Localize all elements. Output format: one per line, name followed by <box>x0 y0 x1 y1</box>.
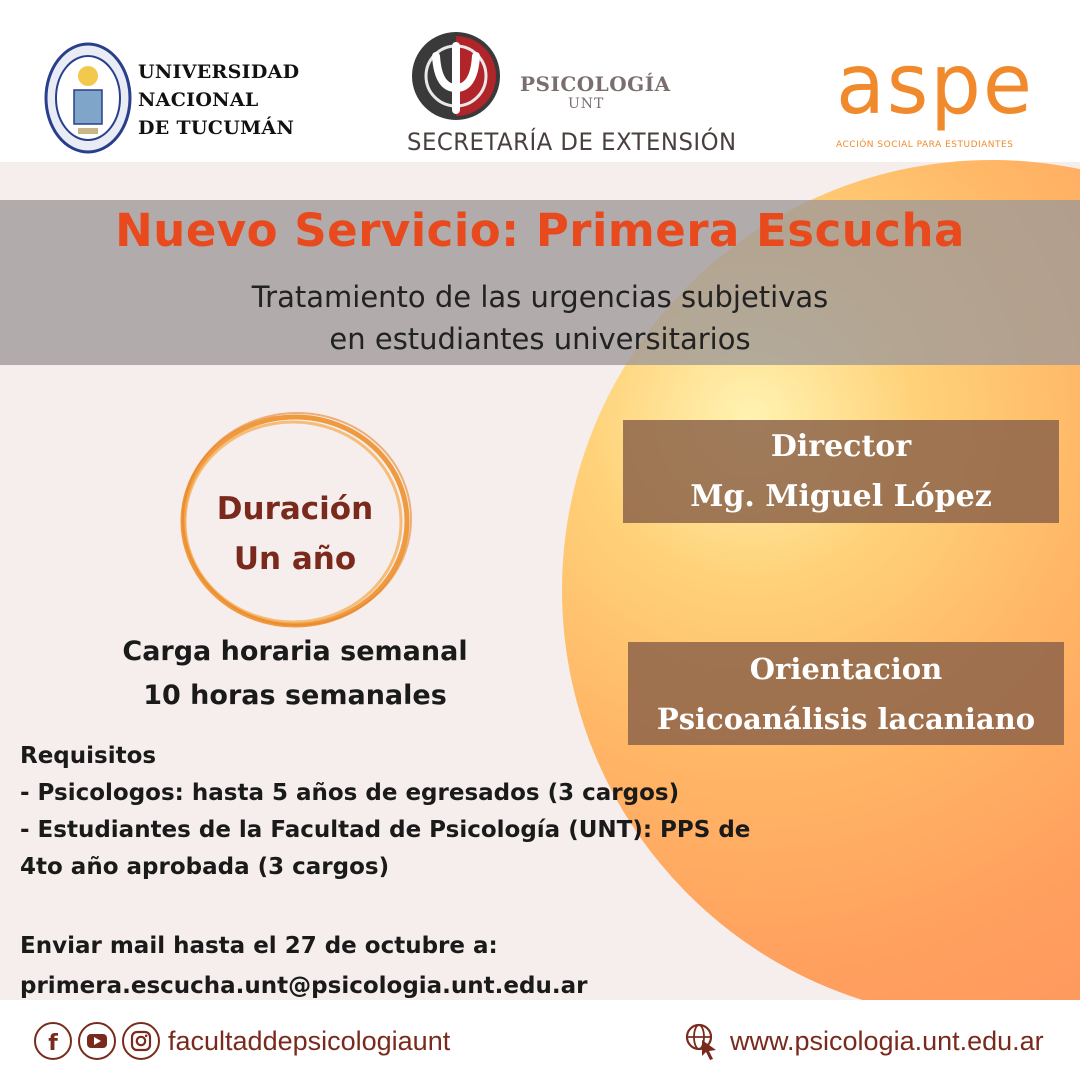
mail-info <box>20 926 587 1006</box>
aspe-logo: aspe <box>836 35 1034 133</box>
unt-line-1: UNIVERSIDAD <box>138 61 300 83</box>
requisitos-heading: Requisitos <box>20 743 157 769</box>
orientacion-label: Orientacion <box>749 652 943 686</box>
psicologia-sub: UNT <box>568 96 605 112</box>
duracion-label: Duración <box>216 491 374 527</box>
facebook-icon[interactable] <box>34 1022 72 1060</box>
svg-text:f: f <box>48 1031 58 1056</box>
carga-value: 10 horas semanales <box>143 680 447 711</box>
instagram-icon[interactable] <box>122 1022 160 1060</box>
unt-line-2: NACIONAL <box>138 89 259 111</box>
aspe-sub: ACCIÓN SOCIAL PARA ESTUDIANTES <box>836 140 1014 150</box>
website-link[interactable]: www.psicologia.unt.edu.ar <box>730 1026 1044 1056</box>
globe-cursor-icon <box>684 1022 720 1062</box>
subtitle-line-2: en estudiantes universitarios <box>329 322 751 356</box>
youtube-icon[interactable] <box>78 1022 116 1060</box>
duracion-value: Un año <box>233 541 357 577</box>
mail-address[interactable]: primera.escucha.unt@psicologia.unt.edu.ar <box>20 973 588 999</box>
mail-deadline: Enviar mail hasta el 27 de octubre a: <box>20 933 498 959</box>
requisitos <box>20 738 750 886</box>
requisitos-line-2: - Estudiantes de la Facultad de Psicología (UNT): PPS de <box>20 817 751 843</box>
social-handle[interactable]: facultaddepsicologiaunt <box>168 1026 451 1056</box>
carga-label: Carga horaria semanal <box>122 636 468 667</box>
secretaria-label: SECRETARÍA DE EXTENSIÓN <box>407 128 737 156</box>
carga-horaria <box>60 630 530 718</box>
orientacion-value: Psicoanálisis lacaniano <box>656 702 1036 736</box>
requisitos-line-1: - Psicologos: hasta 5 años de egresados (3 cargos) <box>20 780 680 806</box>
psicologia-title: PSICOLOGÍA <box>520 72 671 96</box>
duracion <box>176 484 414 584</box>
main-title: Nuevo Servicio: Primera Escucha <box>115 204 965 257</box>
director-box <box>623 420 1059 523</box>
requisitos-line-3: 4to año aprobada (3 cargos) <box>20 854 390 880</box>
orientacion-box <box>628 642 1064 745</box>
psi-logo <box>408 28 504 124</box>
director-label: Director <box>770 429 912 464</box>
director-name: Mg. Miguel López <box>690 479 992 514</box>
subtitle <box>0 276 1080 360</box>
unt-name <box>138 58 299 142</box>
unt-line-3: DE TUCUMÁN <box>138 117 295 139</box>
unt-seal-logo <box>44 42 132 154</box>
subtitle-line-1: Tratamiento de las urgencias subjetivas <box>251 280 829 314</box>
